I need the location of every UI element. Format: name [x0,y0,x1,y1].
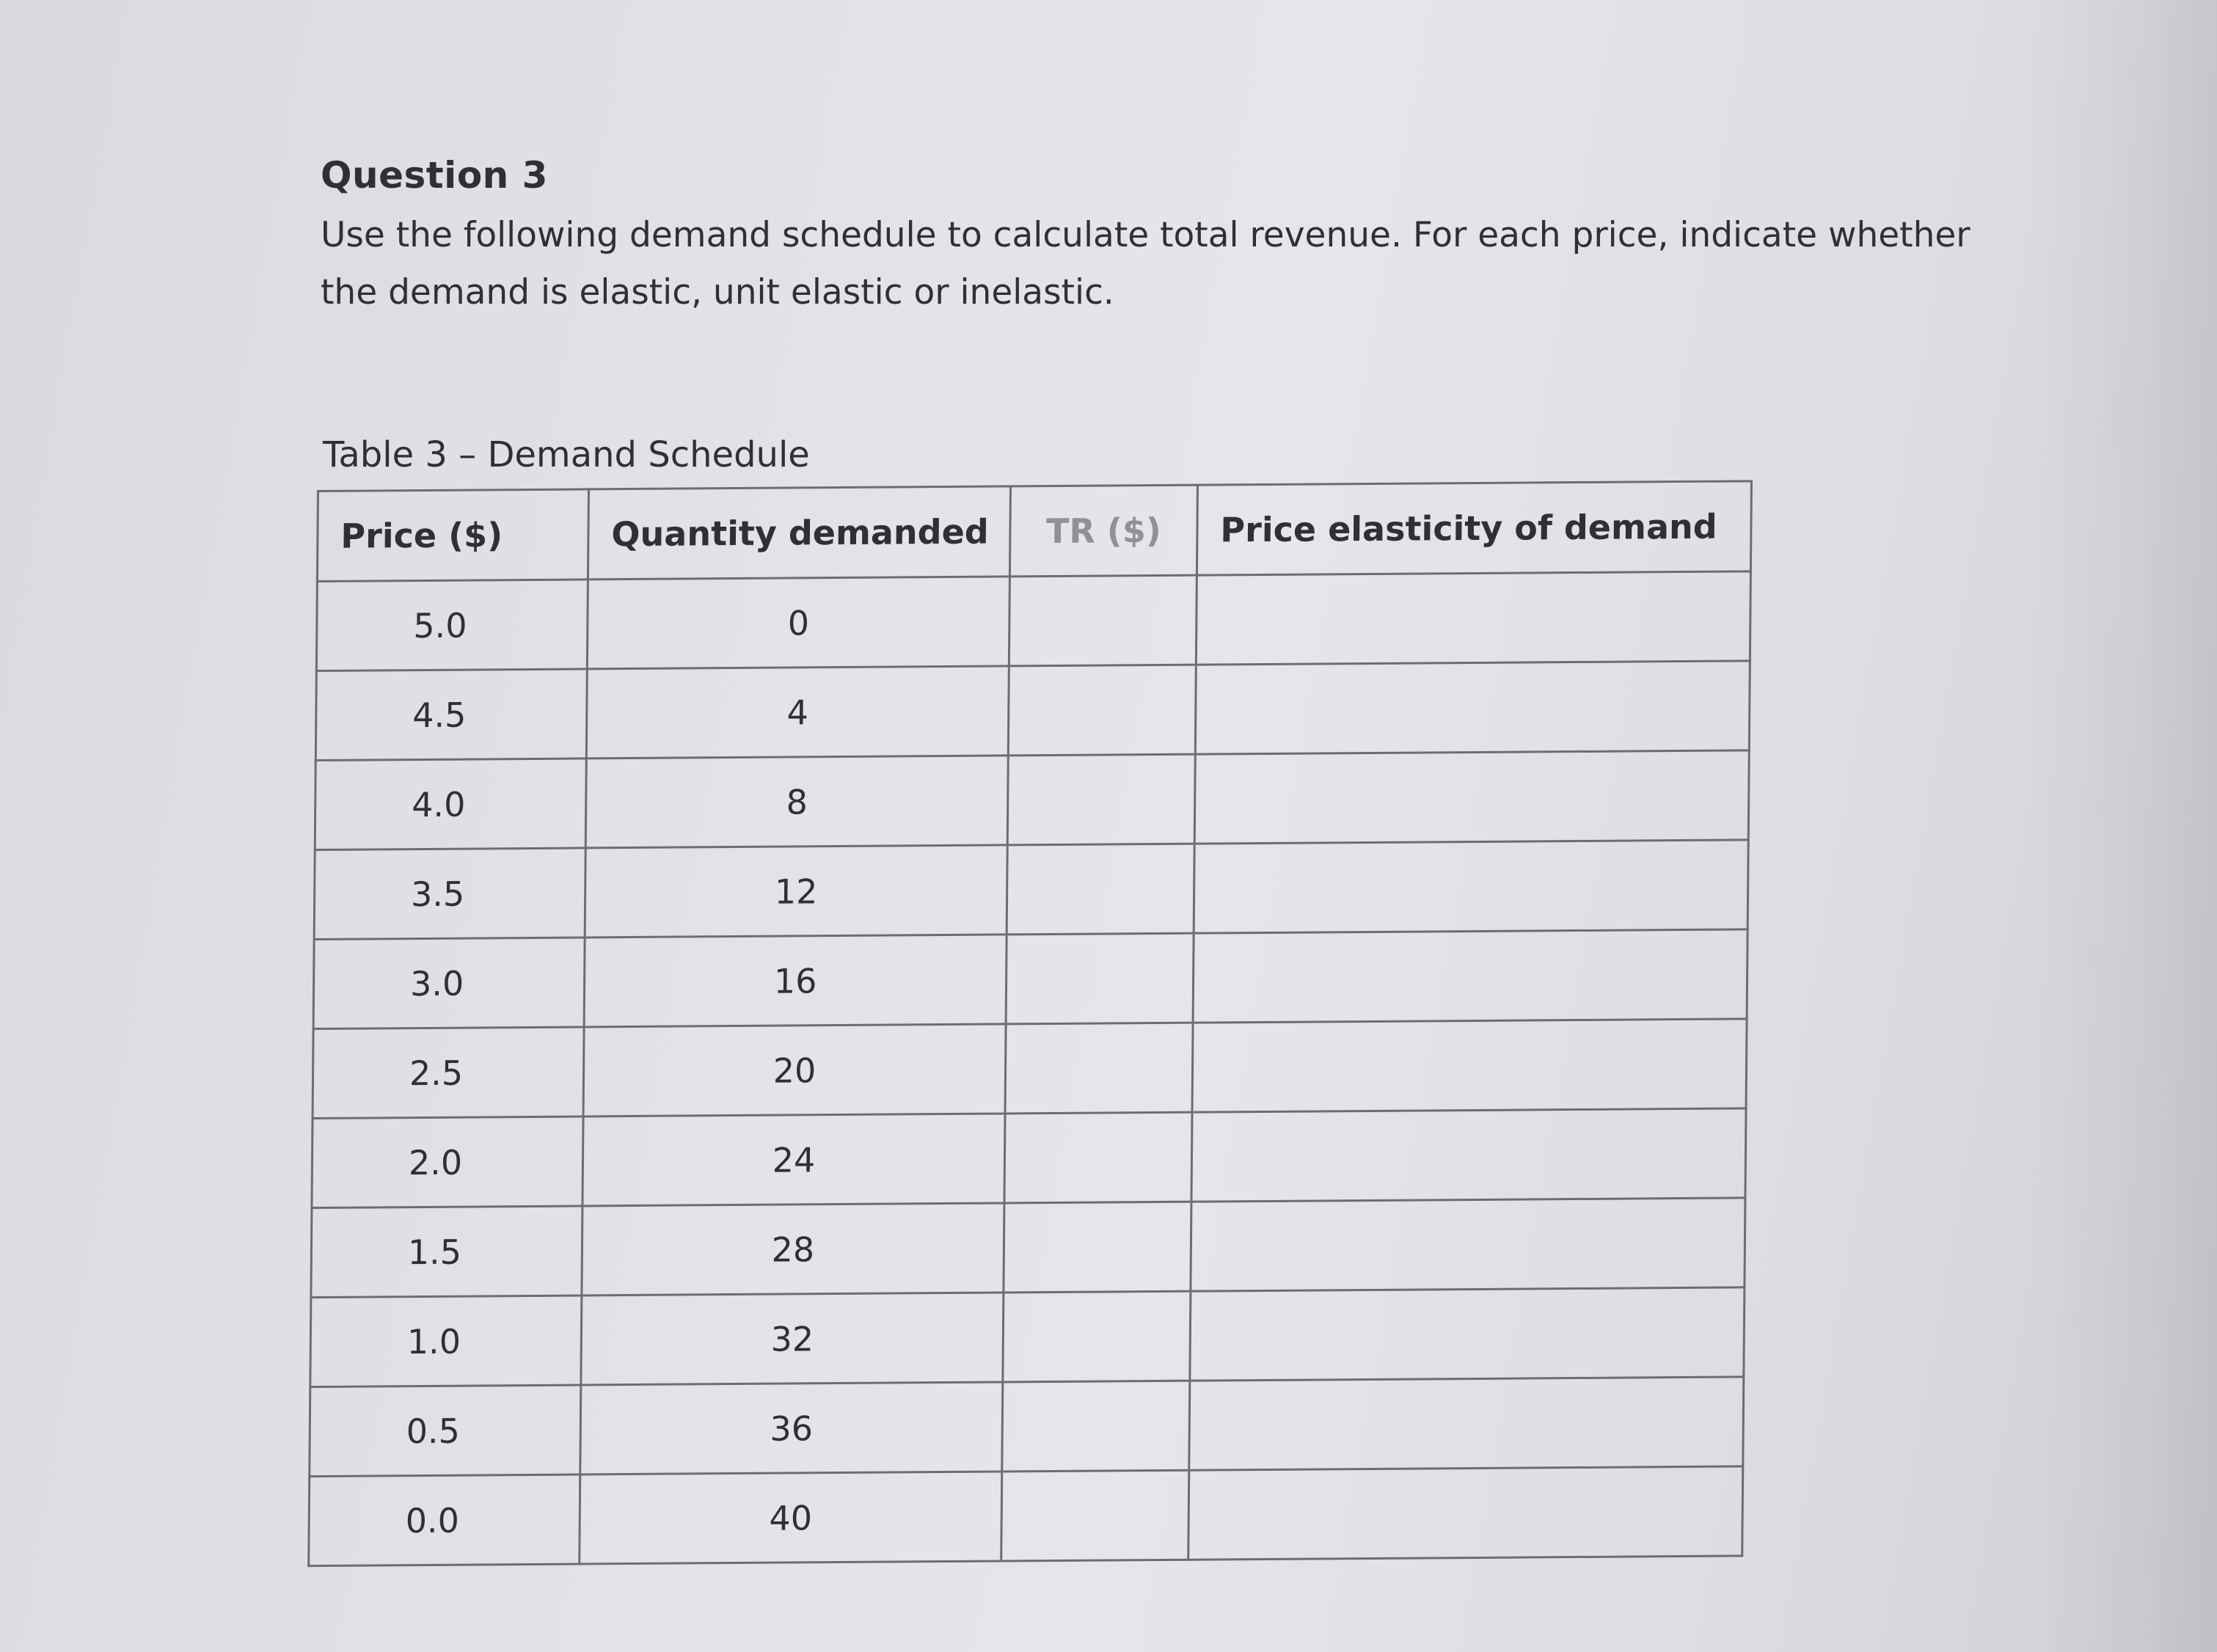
question-text: Use the following demand schedule to calculate total revenue. For each price, indicate whether the demand is elastic, unit elastic or inelastic. [321,215,1971,313]
elasticity-cell[interactable] [1196,571,1750,665]
price-cell: 0.5 [310,1385,581,1477]
table-row [315,661,1750,761]
quantity-cell: 36 [580,1382,1003,1474]
table-row [309,1466,1743,1566]
demand-schedule-table [307,480,1753,1567]
quantity-cell: 20 [583,1024,1006,1116]
price-cell: 4.0 [315,759,586,850]
elasticity-cell[interactable] [1193,929,1747,1023]
tr-cell[interactable] [1001,1470,1189,1561]
tr-cell[interactable] [1004,1202,1191,1293]
elasticity-cell[interactable] [1190,1287,1745,1381]
elasticity-cell[interactable] [1191,1108,1746,1202]
page-shadow [2026,0,2217,1652]
price-cell: 1.5 [311,1206,582,1298]
table-row [314,840,1748,940]
quantity-cell: 40 [580,1472,1002,1564]
header-price-elasticity: Price elasticity of demand [1197,481,1751,575]
price-cell: 0.0 [309,1474,580,1566]
quantity-cell: 16 [584,935,1007,1027]
elasticity-cell[interactable] [1189,1377,1744,1470]
header-total-revenue: TR ($) [1009,485,1197,577]
table-row [312,1108,1746,1208]
quantity-cell: 0 [587,577,1009,669]
tr-cell[interactable] [1008,665,1196,756]
elasticity-cell[interactable] [1194,750,1749,844]
header-price: Price ($) [317,489,588,582]
elasticity-cell[interactable] [1188,1466,1743,1560]
tr-cell[interactable] [1007,844,1194,935]
tr-cell[interactable] [1002,1381,1190,1472]
tr-cell[interactable] [1004,1112,1192,1203]
quantity-cell: 32 [581,1293,1004,1385]
table-row [316,571,1750,671]
quantity-cell: 24 [582,1114,1005,1206]
price-cell: 4.5 [315,669,587,761]
quantity-cell: 28 [582,1203,1004,1295]
table-row [313,1019,1747,1119]
elasticity-cell[interactable] [1192,1019,1747,1112]
quantity-cell: 12 [585,845,1007,938]
quantity-cell: 4 [586,666,1009,759]
question-title: Question 3 [321,154,548,197]
table-row [311,1198,1745,1298]
table-caption: Table 3 – Demand Schedule [323,434,810,475]
tr-cell[interactable] [1003,1291,1191,1382]
elasticity-cell[interactable] [1191,1198,1745,1291]
price-cell: 3.0 [313,938,585,1029]
table-row [313,929,1747,1029]
price-cell: 2.0 [312,1116,583,1208]
price-cell: 2.5 [313,1027,584,1119]
price-cell: 3.5 [314,848,585,940]
tr-cell[interactable] [1006,933,1194,1024]
elasticity-cell[interactable] [1195,661,1750,754]
table-row [315,750,1749,850]
table-row [310,1287,1745,1387]
price-cell: 5.0 [316,580,588,671]
quantity-cell: 8 [585,756,1008,848]
tr-cell[interactable] [1009,575,1197,666]
table-header-row [317,481,1751,582]
elasticity-cell[interactable] [1194,840,1748,933]
tr-cell[interactable] [1007,754,1195,845]
price-cell: 1.0 [310,1295,582,1387]
header-quantity: Quantity demanded [588,486,1010,580]
table-row [310,1377,1744,1477]
tr-cell[interactable] [1005,1023,1193,1114]
